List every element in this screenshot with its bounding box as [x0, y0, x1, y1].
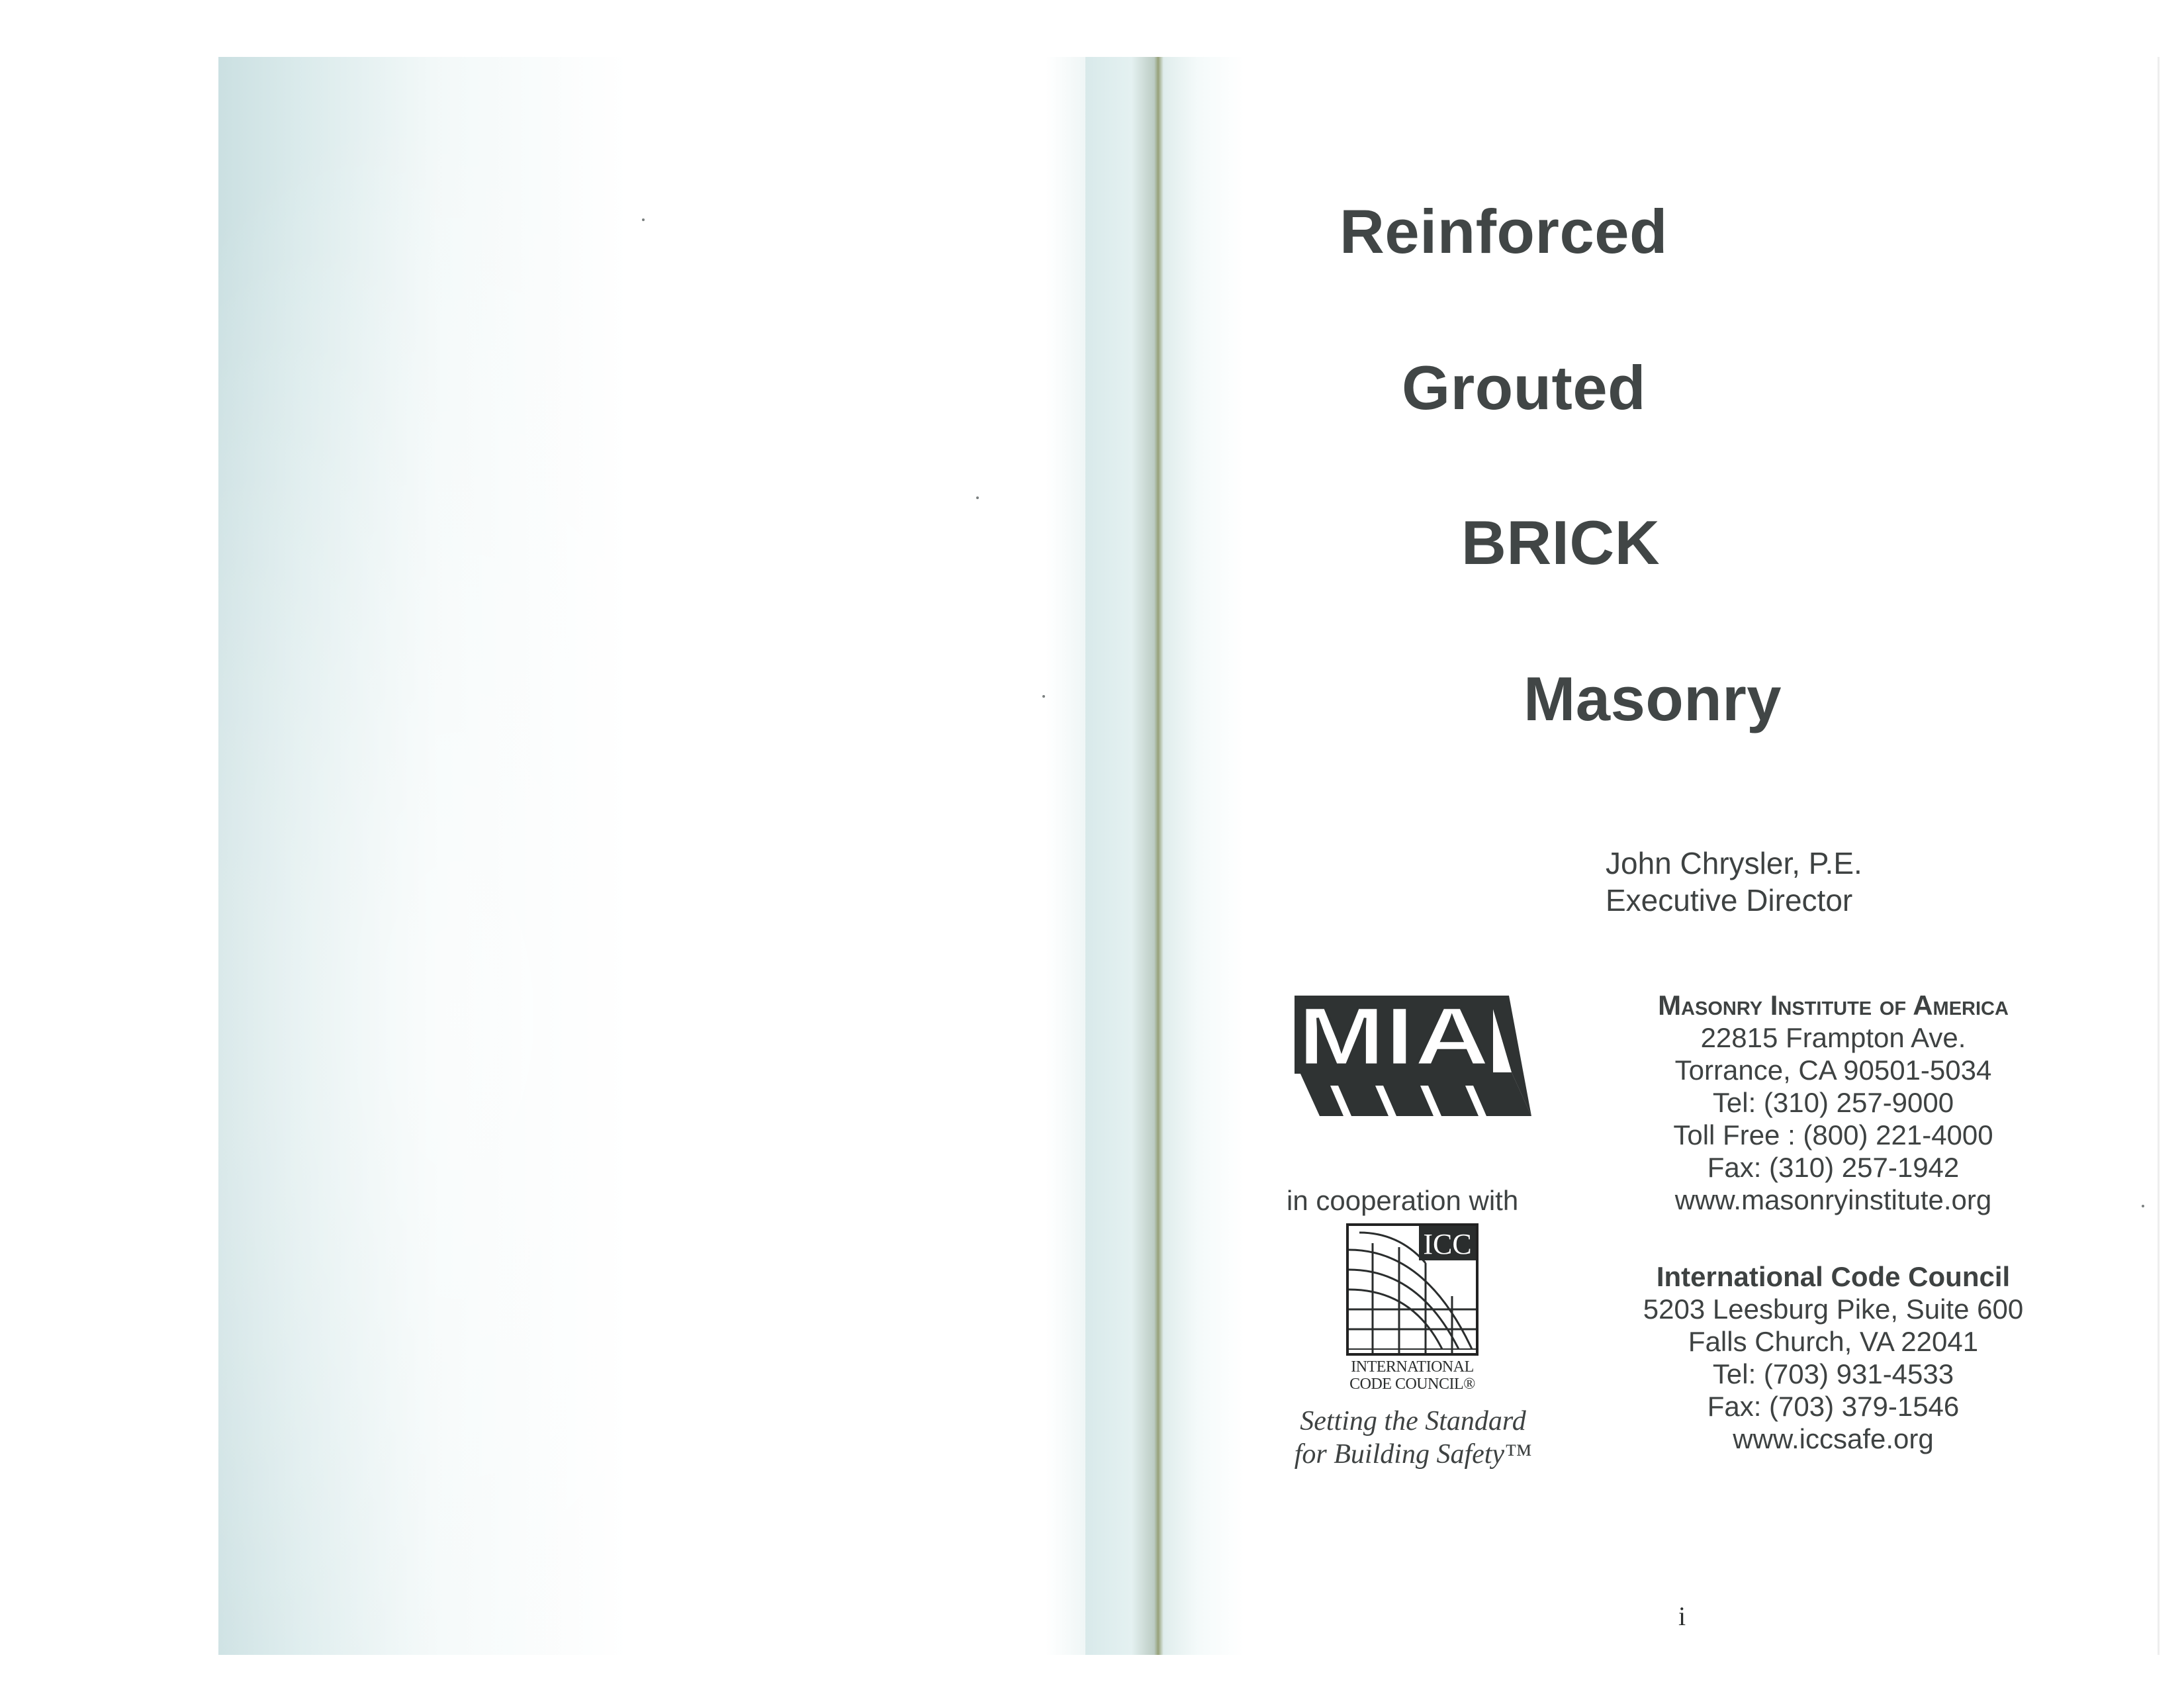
mia-street: 22815 Frampton Ave.: [1700, 1022, 1966, 1053]
title-line-reinforced: Reinforced: [1340, 197, 1668, 266]
icc-tagline-line1: Setting the Standard: [1300, 1406, 1526, 1436]
mia-org-name: Masonry Institute of America: [1658, 990, 2009, 1021]
icc-caption-line1: INTERNATIONAL: [1351, 1358, 1474, 1376]
icc-caption: [1347, 1358, 1477, 1393]
page-number: i: [1678, 1601, 1686, 1631]
mia-tel: Tel: (310) 257-9000: [1712, 1087, 1954, 1118]
cooperation-text: in cooperation with: [1287, 1185, 1519, 1216]
mia-city: Torrance, CA 90501-5034: [1674, 1055, 1992, 1086]
scan-speck: [642, 218, 645, 221]
mia-website: www.masonryinstitute.org: [1674, 1184, 1992, 1215]
icc-caption-line2: CODE COUNCIL®: [1349, 1376, 1475, 1393]
author-role: Executive Director: [1606, 883, 1853, 917]
scan-speck: [1042, 695, 1045, 698]
title-line-grouted: Grouted: [1402, 353, 1647, 422]
book-gutter: [1085, 57, 1244, 1655]
icc-org-name: International Code Council: [1656, 1261, 2011, 1292]
title-line-brick: BRICK: [1461, 508, 1661, 577]
mia-address-block: [1595, 989, 2071, 1216]
scan-speck: [2142, 1205, 2144, 1207]
blank-left-page: [218, 57, 1158, 1655]
icc-street: 5203 Leesburg Pike, Suite 600: [1643, 1293, 2024, 1325]
author-name: John Chrysler, P.E.: [1606, 846, 1862, 880]
mia-fax: Fax: (310) 257-1942: [1707, 1152, 1960, 1183]
icc-address-block: [1595, 1260, 2071, 1455]
title-line-masonry: Masonry: [1524, 664, 1782, 733]
icc-city: Falls Church, VA 22041: [1688, 1326, 1979, 1357]
icc-globe-logo-icon: [1346, 1223, 1479, 1356]
icc-tagline-line2: for Building Safety™: [1294, 1439, 1532, 1470]
icc-website: www.iccsafe.org: [1733, 1423, 1934, 1454]
author-block: [1606, 845, 1862, 919]
icc-tagline: [1284, 1405, 1542, 1471]
icc-tel: Tel: (703) 931-4533: [1712, 1358, 1954, 1389]
right-page-edge: [2158, 57, 2160, 1655]
mia-logo-icon: [1291, 986, 1542, 1132]
icc-badge-text: ICC: [1423, 1228, 1472, 1260]
scan-speck: [976, 496, 979, 499]
icc-fax: Fax: (703) 379-1546: [1707, 1391, 1960, 1422]
mia-logo-text: MIA: [1298, 991, 1490, 1082]
mia-toll-free: Toll Free : (800) 221-4000: [1673, 1119, 1993, 1150]
